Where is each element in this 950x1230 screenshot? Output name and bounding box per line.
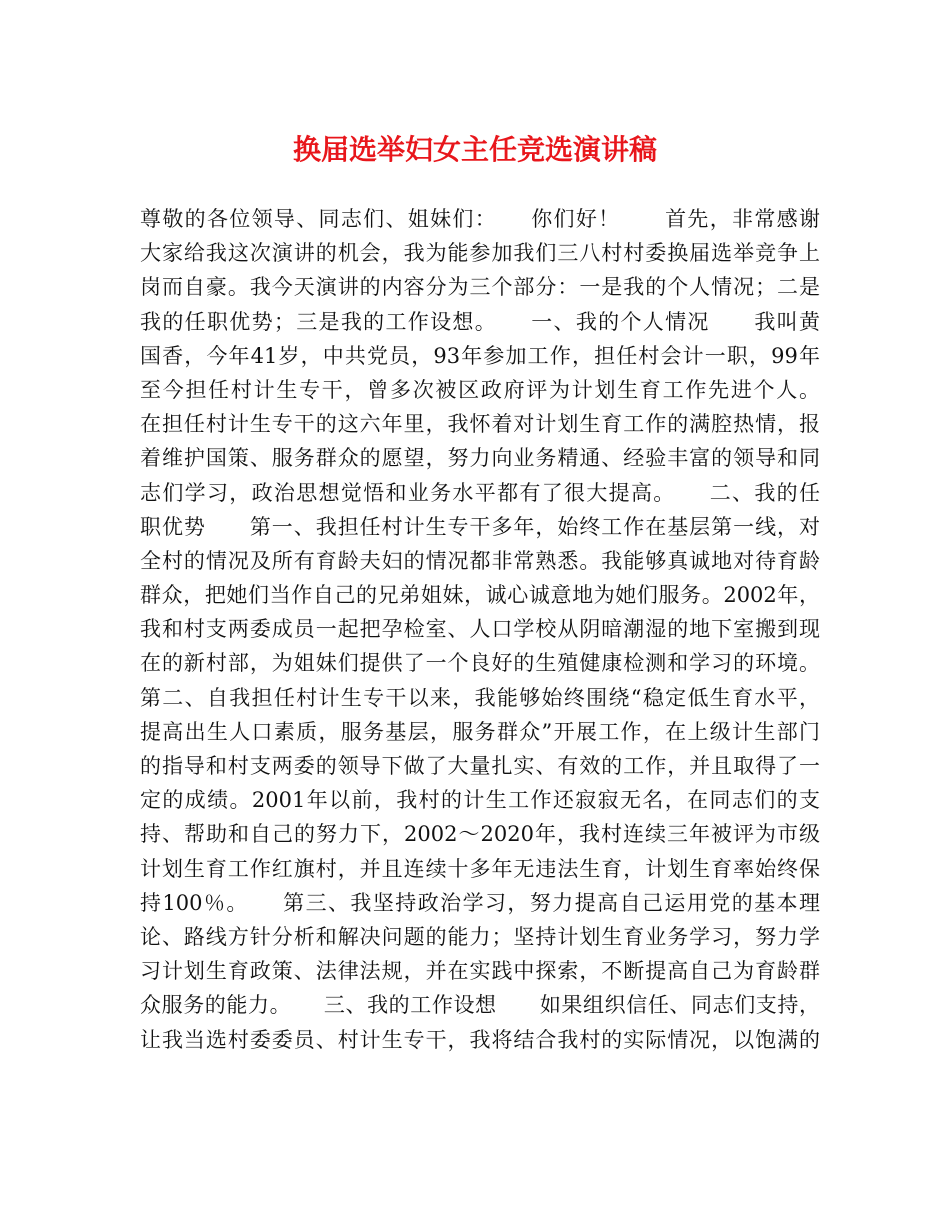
body-line: 论、路线方针分析和解决问题的能力；坚持计划生育业务学习，努力学 [140, 924, 820, 949]
body-line: 在的新村部，为姐妹们提供了一个良好的生殖健康检测和学习的环境。 [140, 651, 820, 676]
body-line: 着维护国策、服务群众的愿望，努力向业务精通、经验丰富的领导和同 [140, 446, 820, 471]
body-line: 在担任村计生专干的这六年里，我怀着对计划生育工作的满腔热情，报 [140, 412, 820, 437]
body-line: 志们学习，政治思想觉悟和业务水平都有了很大提高。 二、我的任 [140, 480, 820, 505]
body-line: 定的成绩。2001年以前，我村的计生工作还寂寂无名，在同志们的支 [140, 788, 820, 813]
body-line: 至今担任村计生专干，曾多次被区政府评为计划生育工作先进个人。 [140, 377, 820, 402]
body-line: 大家给我这次演讲的机会，我为能参加我们三八村村委换届选举竞争上 [140, 241, 820, 266]
body-line: 持、帮助和自己的努力下，2002～2020年，我村连续三年被评为市级 [140, 822, 820, 847]
body-line: 让我当选村委委员、村计生专干，我将结合我村的实际情况，以饱满的 [140, 1027, 820, 1052]
body-line: 我的任职优势；三是我的工作设想。 一、我的个人情况 我叫黄 [140, 309, 820, 334]
body-line: 岗而自豪。我今天演讲的内容分为三个部分：一是我的个人情况；二是 [140, 275, 820, 300]
document-body [140, 202, 820, 1057]
body-line: 习计划生育政策、法律法规，并在实践中探索，不断提高自己为育龄群 [140, 959, 820, 984]
body-line: 众服务的能力。 三、我的工作设想 如果组织信任、同志们支持， [140, 993, 820, 1018]
document-title: 换届选举妇女主任竞选演讲稿 [292, 133, 657, 166]
body-line: 第二、自我担任村计生专干以来，我能够始终围绕“稳定低生育水平， [140, 685, 820, 710]
body-line: 我和村支两委成员一起把孕检室、人口学校从阴暗潮湿的地下室搬到现 [140, 617, 820, 642]
body-line: 全村的情况及所有育龄夫妇的情况都非常熟悉。我能够真诚地对待育龄 [140, 548, 820, 573]
body-line: 群众，把她们当作自己的兄弟姐妹，诚心诚意地为她们服务。2002年， [140, 583, 820, 608]
body-line: 提高出生人口素质，服务基层，服务群众”开展工作，在上级计生部门 [140, 719, 820, 744]
body-line: 的指导和村支两委的领导下做了大量扎实、有效的工作，并且取得了一 [140, 754, 820, 778]
body-line: 职优势 第一、我担任村计生专干多年，始终工作在基层第一线，对 [140, 514, 820, 539]
body-line: 持100％。 第三、我坚持政治学习，努力提高自己运用党的基本理 [140, 890, 820, 915]
body-line: 国香，今年41岁，中共党员，93年参加工作，担任村会计一职，99年 [140, 343, 820, 368]
body-line: 计划生育工作红旗村，并且连续十多年无违法生育，计划生育率始终保 [140, 856, 820, 881]
body-line: 尊敬的各位领导、同志们、姐妹们： 你们好！ 首先，非常感谢 [140, 207, 820, 231]
